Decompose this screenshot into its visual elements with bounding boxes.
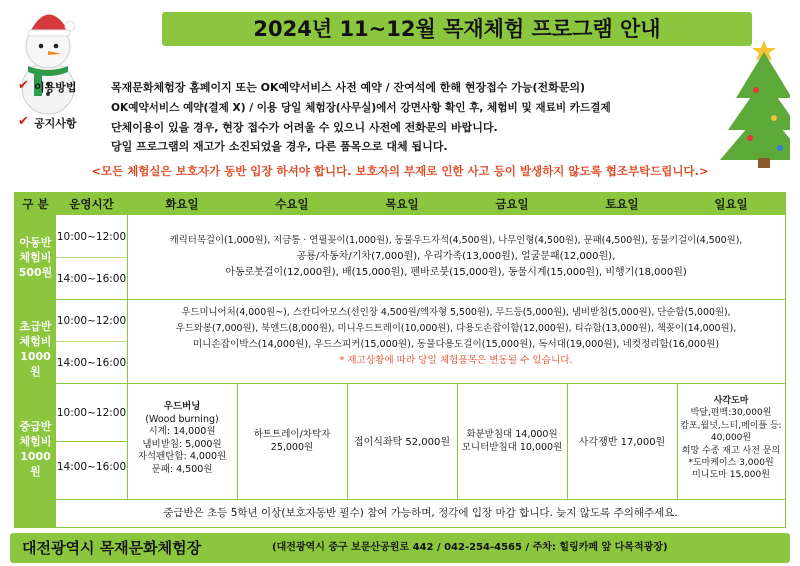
page-title: 2024년 11~12월 목재체험 프로그램 안내 xyxy=(253,17,661,41)
check-icon: ✔ xyxy=(18,114,29,129)
header-time: 운영시간 xyxy=(69,197,114,211)
level-note-cell xyxy=(15,499,56,528)
snowman-icon xyxy=(8,4,90,116)
header-tue: 화요일 xyxy=(165,197,199,211)
header-category: 구 분 xyxy=(22,197,49,211)
footer-address: (대전광역시 중구 보문산공원로 442 / 042-254-4565 / 주차: 힐링카페 앞 다목적광장) xyxy=(272,542,668,553)
intermediate-sat: 사각쟁반 17,000원 xyxy=(578,437,666,448)
time-kids-am: 10:00~12:00 xyxy=(56,231,127,243)
label-notice: 공지사항 xyxy=(34,117,77,130)
row-divider xyxy=(15,383,785,384)
label-method: 이용방법 xyxy=(34,81,77,94)
info-line-stock: 당일 프로그램의 재고가 소진되었을 경우, 다른 품목으로 대체 됩니다. xyxy=(111,140,448,153)
intermediate-sun: 사각도마 박달,편백:30,000원 캄포,월넛,느티,메이플 등: 40,000원 희망 수종 재고 사전 문의 *도마케이스 3,000원 미니도마 15,000원 xyxy=(680,396,782,481)
level-kids-name: 아동반 체험비 500원 xyxy=(18,236,53,279)
intermediate-fri: 화분받침대 14,000원 모니터받침대 10,000원 xyxy=(461,429,563,453)
row-divider xyxy=(15,299,785,300)
info-line-group: 단체이용이 있을 경우, 현장 접수가 어려울 수 있으니 사전에 전화문의 바랍니다. xyxy=(111,121,498,134)
time-beginner-pm: 14:00~16:00 xyxy=(56,357,127,369)
header-sun: 일요일 xyxy=(714,197,748,211)
header-thu: 목요일 xyxy=(385,197,419,211)
time-beginner-am: 10:00~12:00 xyxy=(56,315,127,327)
header-sat: 토요일 xyxy=(605,197,639,211)
christmas-tree-icon xyxy=(690,38,790,168)
row-divider xyxy=(56,341,127,342)
beginner-items: 우드미니어처(4,000원~), 스칸디아모스(선인장 4,500원/액자형 5,500원), 무드등(5,000원), 냄비받침(5,000원), 단순함(5,000원), 우드와봉(7,000원), 북엔드(8,000원), 미니우드트레이(10,000원), 다용도손잡이함(12,000원), 티슈함(13,000원), 책꽂이(14,000원), 미니손잡이박스(14,000원), 우드스피커(15,000원), 동물다용도걸이(15,000원), 독서대(19,000원), 네컷정리함(16,000원) * 재고상황에 따라 당일 체험품목은 변동될 수 있습니다. xyxy=(127,305,785,369)
intermediate-note: 중급반은 초등 5학년 이상(보호자동반 필수) 참여 가능하며, 정각에 입장 마감 합니다. 늦지 않도록 주의해주세요. xyxy=(163,507,678,519)
kids-items: 캐릭터목걸이(1,000원), 저금통 · 연필꽂이(1,000원), 동물우드자석(4,500원), 나무인형(4,500원), 문패(4,500원), 동물키걸이(4,500원), 공룡/자동차/기차(7,000원), 우리가족(13,000원), 얼굴문패(12,000원), 아동로봇걸이(12,000원), 배(15,000원), 펜바로붓(15,000원), 동물시계(15,000원), 비행기(18,000원) xyxy=(169,235,743,278)
level-intermediate-name: 중급반 체험비 1000원 xyxy=(19,420,52,478)
header-fri: 금요일 xyxy=(495,197,529,211)
info-line-method: 목재문화체험장 홈페이지 또는 OK예약서비스 사전 예약 / 잔여석에 한해 현장접수 가능(전화문의) xyxy=(111,81,586,94)
header-wed: 수요일 xyxy=(275,197,309,211)
intermediate-tue: 우드버닝 (Wood burning) 시계: 14,000원 냄비받침: 5,000원 자석펜탄함: 4,000원 문패: 4,500원 xyxy=(137,401,227,475)
level-beginner-name: 초급반 체험비 1000원 xyxy=(19,320,52,378)
intermediate-wed: 하트트레이/차탁자 25,000원 xyxy=(253,429,331,453)
time-intermediate-am: 10:00~12:00 xyxy=(56,407,127,419)
schedule-table xyxy=(14,192,786,528)
row-divider xyxy=(56,257,127,258)
check-icon: ✔ xyxy=(18,78,29,93)
row-divider xyxy=(15,499,785,500)
footer-organization: 대전광역시 목재문화체험장 xyxy=(22,539,202,557)
time-kids-pm: 14:00~16:00 xyxy=(56,273,127,285)
time-intermediate-pm: 14:00~16:00 xyxy=(56,461,127,473)
intermediate-thu: 접이식좌탁 52,000원 xyxy=(353,437,451,448)
safety-notice: <모든 체험실은 보호자가 동반 입장 하셔야 합니다. 보호자의 부재로 인한 사고 등이 발생하지 않도록 협조부탁드립니다.> xyxy=(91,164,709,178)
info-line-payment: OK예약서비스 예약(결제 X) / 이용 당일 체험장(사무실)에서 강면사항 확인 후, 체험비 및 재료비 카드결제 xyxy=(111,102,611,114)
row-divider xyxy=(56,441,127,442)
beginner-stock-note: * 재고상황에 따라 당일 체험품목은 변동될 수 있습니다. xyxy=(339,355,573,366)
